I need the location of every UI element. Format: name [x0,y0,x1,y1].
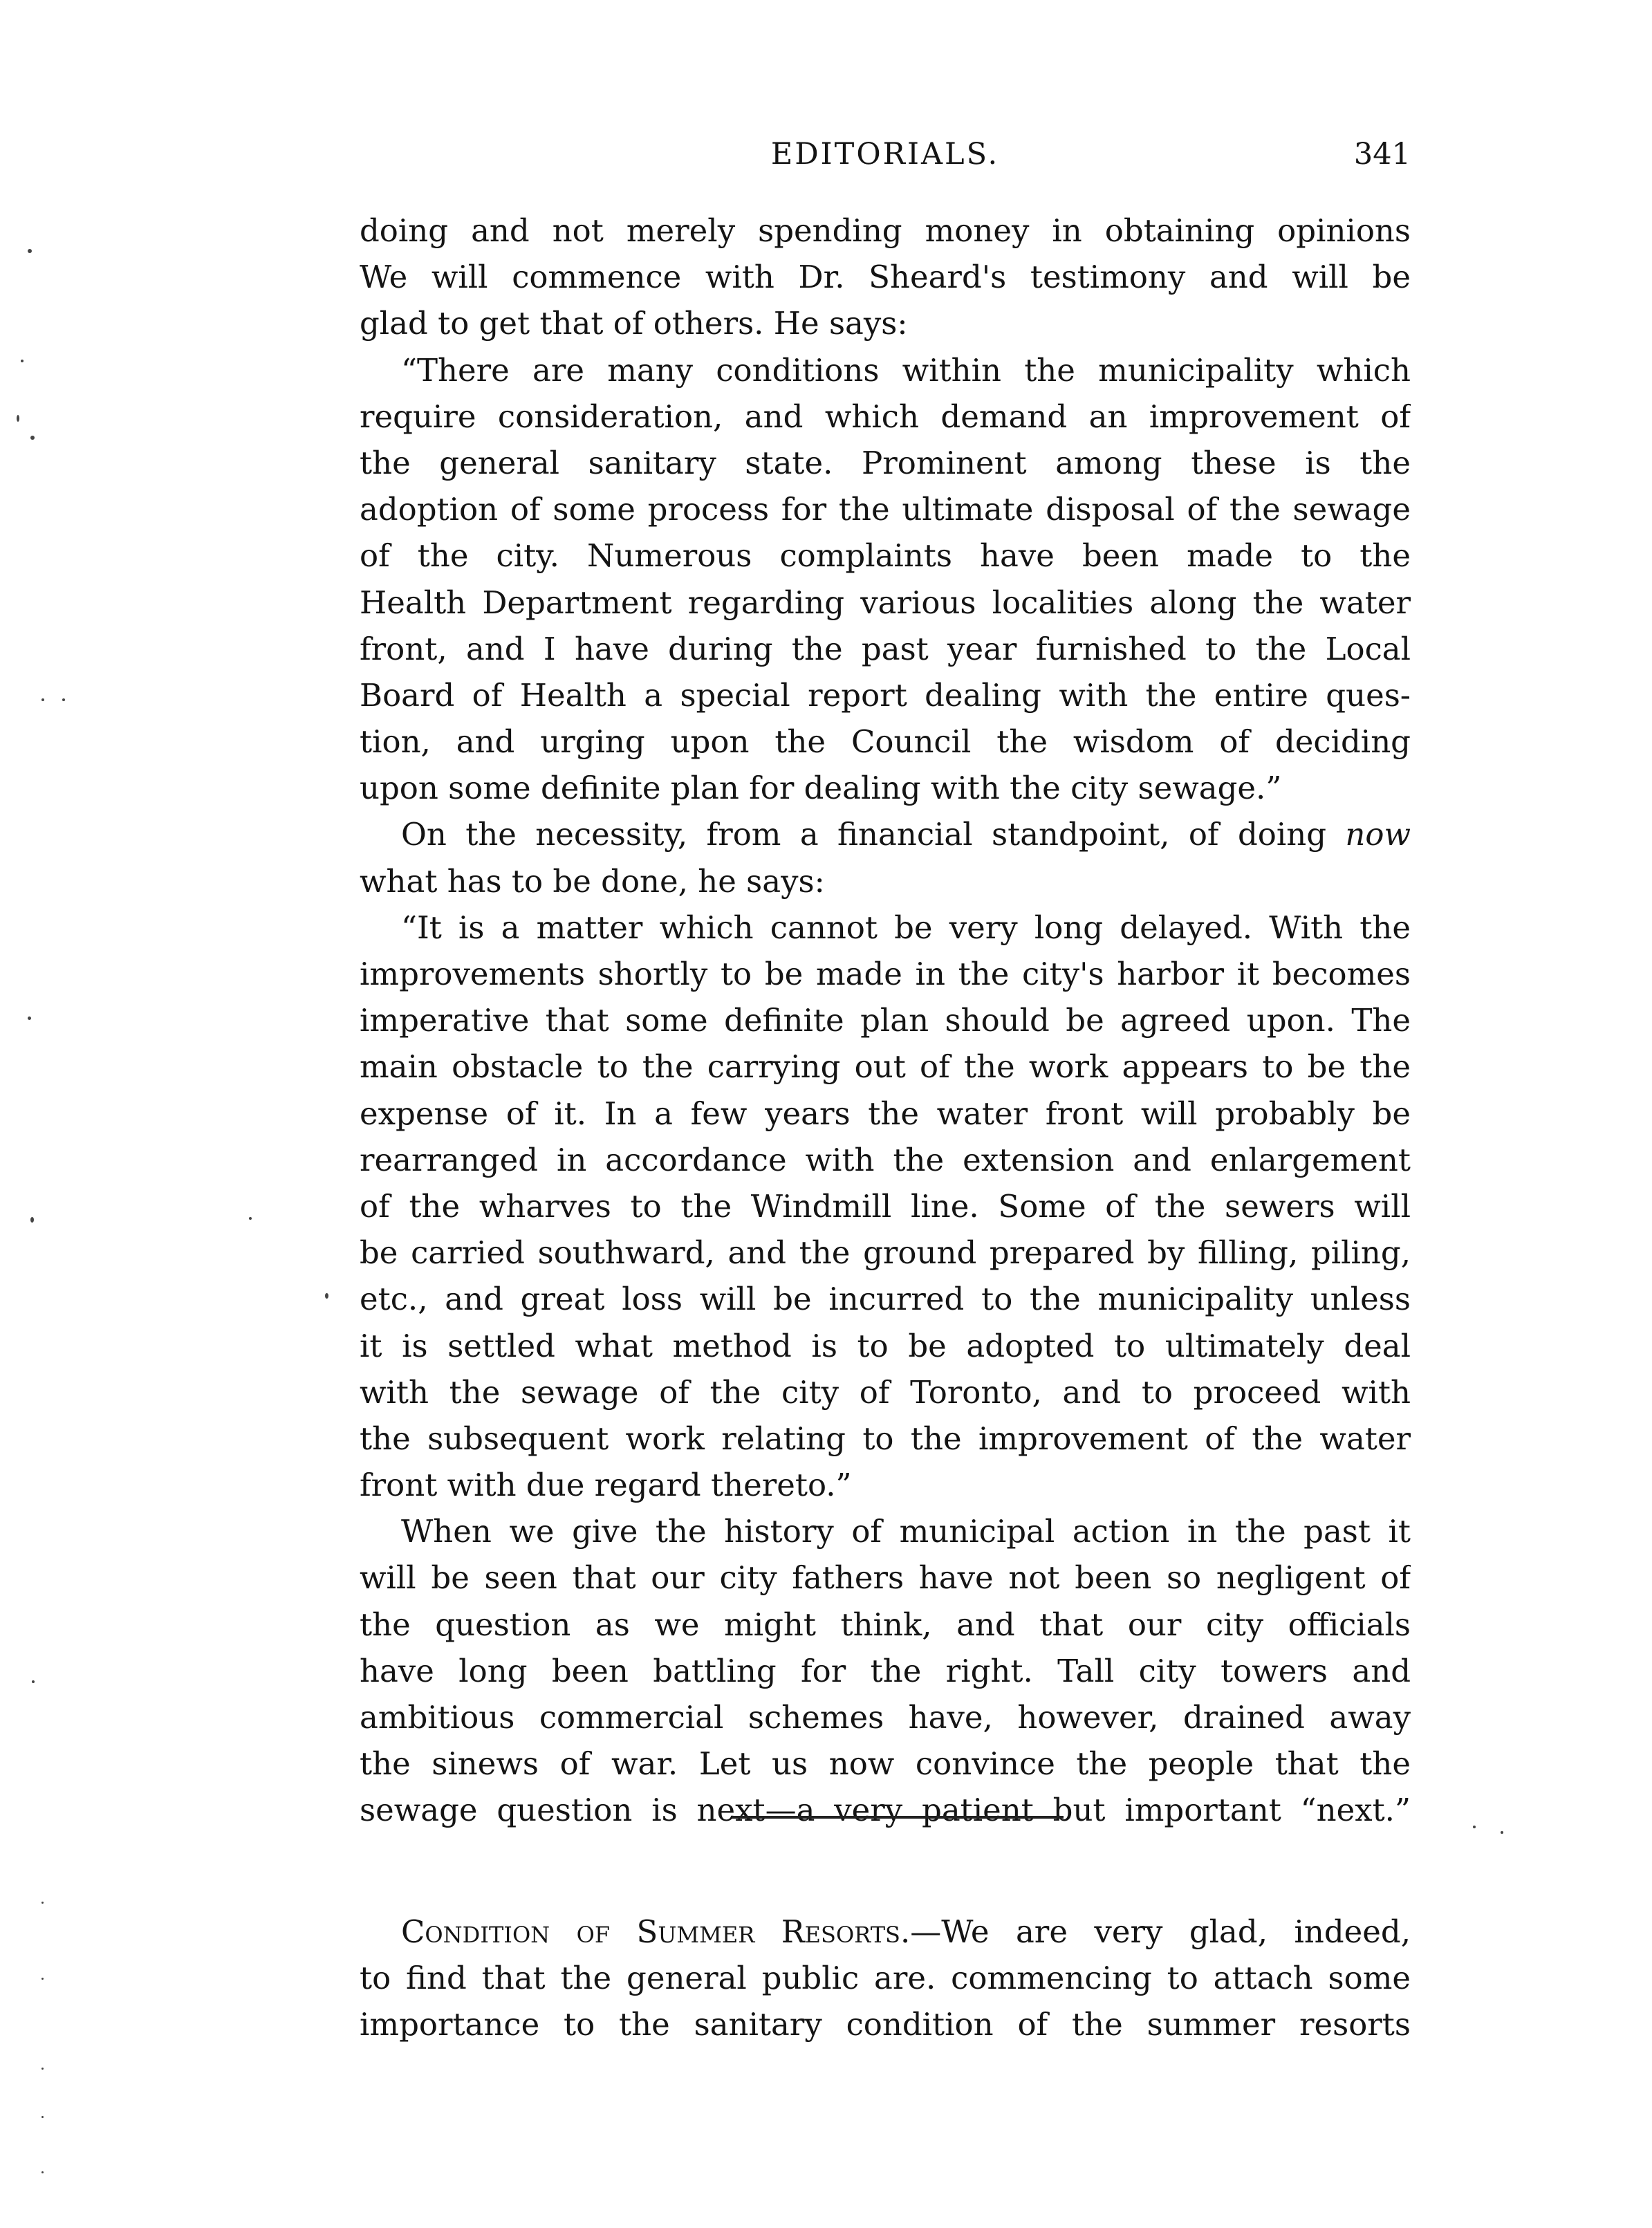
text-line: imperative that some definite plan should be agreed upon. The [360,1002,1411,1039]
scan-speck [1473,1826,1476,1828]
text-line: require consideration, and which demand an improvement of [360,398,1411,435]
text-line: the question as we might think, and that our city officials [360,1606,1411,1643]
text-line: be carried southward, and the ground prepared by filling, piling, [360,1234,1411,1272]
text-line: adoption of some process for the ultimate disposal of the sewage [360,491,1411,528]
scan-speck [1501,1831,1503,1834]
text-line [360,1909,1411,1955]
text-line: will be seen that our city fathers have not been so negligent of [360,1559,1411,1597]
text-line: “There are many conditions within the municipality which [401,351,1411,389]
running-head [360,137,1411,178]
text-line: tion, and urging upon the Council the wisdom of deciding [360,723,1411,761]
section-divider [732,1816,1064,1819]
text-line: improvements shortly to be made in the city's harbor it becomes [360,956,1411,992]
text-line: to find that the general public are. commencing to attach some [360,1960,1411,1997]
text-line: main obstacle to the carrying out of the work appears to be the [360,1048,1411,1086]
text-line: upon some definite plan for dealing with the city sewage.” [360,770,1282,807]
scan-speck [28,249,32,253]
text-line: Health Department regarding various localities along the water [360,584,1411,621]
text-line: rearranged in accordance with the extension and enlargement [360,1141,1411,1178]
scan-speck [249,1217,252,1220]
text-line: When we give the history of municipal action in the past it [401,1513,1411,1550]
scan-speck [28,1016,31,1020]
section-heading: Condition of Summer Resorts. [401,1913,911,1950]
text-line: of the wharves to the Windmill line. Some of the sewers will [360,1187,1411,1225]
text-line: “It is a matter which cannot be very long delayed. With the [401,909,1411,946]
scan-speck [41,2171,44,2173]
text-line: it is settled what method is to be adopted to ultimately deal [360,1327,1411,1364]
text-line: expense of it. In a few years the water front will probably be [360,1095,1411,1132]
scan-speck [41,698,44,701]
text-line: importance to the sanitary condition of the summer resorts [360,2006,1411,2043]
text-line-start: On the necessity, from a financial standpoint, of doing [401,816,1346,853]
text-line: the general sanitary state. Prominent among these is the [360,444,1411,481]
scan-speck [41,2068,44,2070]
running-title: EDITORIALS. [770,137,1000,171]
text-line: sewage question is next—a very patient but important “next.” [360,1792,1411,1829]
summer-resorts-section [360,1909,1411,2048]
text-line: front, and I have during the past year furnished to the Local [360,630,1411,667]
scan-speck [325,1293,328,1299]
editorial-text-block [360,207,1411,1834]
text-line: of the city. Numerous complaints have been made to the [360,537,1411,575]
page-number: 341 [1353,137,1411,171]
text-line: Board of Health a special report dealing with the entire ques- [360,676,1411,714]
text-line: We will commence with Dr. Sheard's testimony and will be [360,259,1411,296]
text-line: etc., and great loss will be incurred to the municipality unless [360,1281,1411,1318]
text-line: what has to be done, he says: [360,862,825,900]
text-line-rest: —We are very glad, indeed, [910,1913,1411,1950]
text-line: the subsequent work relating to the improvement of the water [360,1420,1411,1457]
text-line: with the sewage of the city of Toronto, and to proceed with [360,1373,1411,1411]
text-line: ambitious commercial schemes have, however, drained away [360,1699,1411,1736]
scan-speck [30,1217,34,1223]
scan-speck [21,360,24,362]
text-line: front with due regard thereto.” [360,1467,852,1504]
scan-speck [32,1680,35,1683]
text-line: the sinews of war. Let us now convince the people that the [360,1745,1411,1783]
emphasis-word: now [1345,816,1411,853]
scan-speck [41,1902,44,1904]
text-line [360,811,1411,857]
scan-speck [41,2116,44,2118]
scan-speck [30,436,35,440]
text-line: glad to get that of others. He says: [360,305,908,342]
scan-speck [17,415,19,422]
scan-speck [41,1978,44,1980]
text-line: doing and not merely spending money in obtaining opinions [360,212,1411,249]
scan-speck [62,698,65,701]
text-line: have long been battling for the right. Tall city towers and [360,1652,1411,1689]
